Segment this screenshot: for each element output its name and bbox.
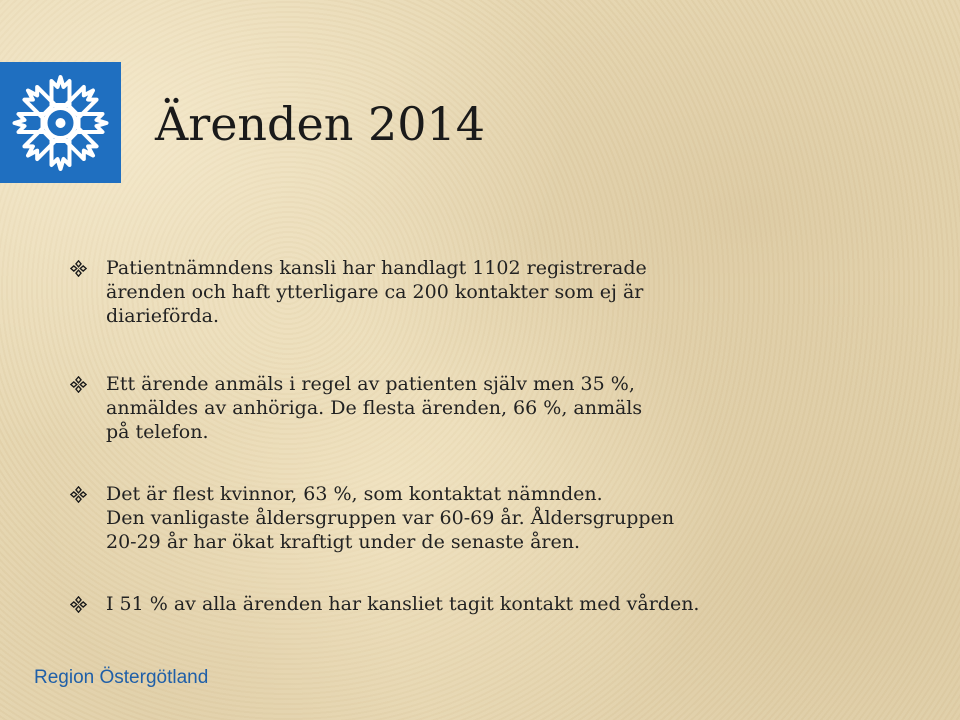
- bullet-line: Det är flest kvinnor, 63 %, som kontaktat nämnden.: [106, 483, 603, 505]
- bullet-line: på telefon.: [106, 421, 209, 443]
- bullet-line: ärenden och haft ytterligare ca 200 kontakter som ej är: [106, 281, 644, 303]
- bullet-line: anmäldes av anhöriga. De flesta ärenden, 66 %, anmäls: [106, 397, 643, 419]
- bullet-line: Patientnämndens kansli har handlagt 1102 registrerade: [106, 257, 647, 279]
- bullet-list: [70, 256, 830, 616]
- four-diamond-bullet-icon: [70, 376, 87, 393]
- bullet-line: Den vanligaste åldersgruppen var 60-69 år. Åldersgruppen: [106, 507, 675, 529]
- region-logo: [0, 62, 121, 183]
- four-diamond-bullet-icon: [70, 596, 87, 613]
- bullet-line: diarieförda.: [106, 305, 220, 327]
- bullet-line: Ett ärende anmäls i regel av patienten själv men 35 %,: [106, 373, 635, 395]
- footer-organization: Region Östergötland: [34, 667, 209, 688]
- bullet-item: [70, 372, 830, 444]
- bullet-line: 20-29 år har ökat kraftigt under de senaste åren.: [106, 531, 581, 553]
- bullet-item: [70, 482, 830, 554]
- bullet-item: [70, 256, 830, 328]
- bullet-line: I 51 % av alla ärenden har kansliet tagit kontakt med vården.: [106, 593, 700, 615]
- four-diamond-bullet-icon: [70, 486, 87, 503]
- slide-title: Ärenden 2014: [155, 97, 486, 151]
- cornflower-logo-icon: [0, 62, 121, 183]
- four-diamond-bullet-icon: [70, 260, 87, 277]
- bullet-item: [70, 592, 830, 616]
